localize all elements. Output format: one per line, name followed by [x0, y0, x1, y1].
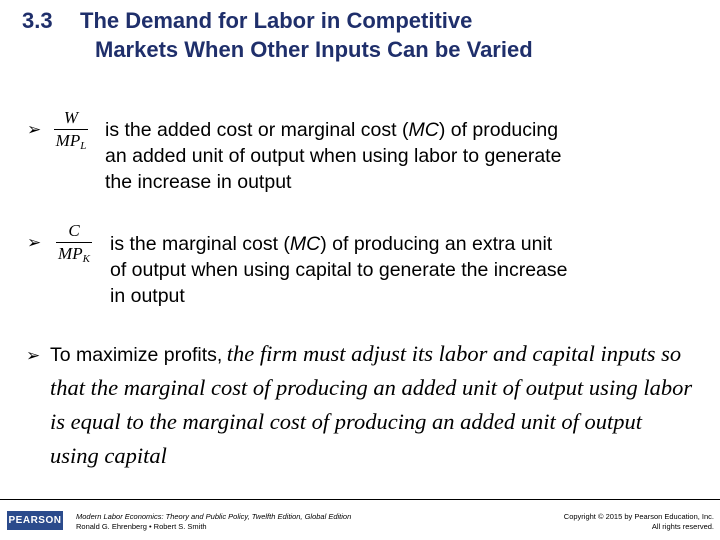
slide-footer — [0, 499, 720, 540]
book-title: Modern Labor Economics: Theory and Public Policy, Twelfth Edition, Global Edition — [76, 512, 352, 521]
fraction-c-over-mpk — [56, 221, 92, 269]
copyright-notice — [564, 512, 714, 532]
subscript: K — [82, 253, 90, 265]
bullet-2-line-1a: is the marginal cost ( — [110, 233, 290, 255]
publisher-logo: PEARSON — [7, 511, 63, 530]
bullet-1-line-1a: is the added cost or marginal cost ( — [105, 119, 409, 141]
bullet-1-text — [105, 117, 561, 195]
bullet-1-line-3: the increase in output — [105, 171, 292, 193]
bullet-3-italic: the firm must adjust its labor and capital inputs so that the marginal cost of producing an added unit of output using labor is equal to the marginal cost of producing an added unit of output using capital — [50, 341, 693, 468]
numerator: W — [63, 108, 79, 127]
arrow-bullet-icon: ➢ — [26, 346, 41, 366]
denominator: MP — [55, 131, 81, 150]
bullet-1-mc: MC — [408, 119, 439, 141]
denominator: MP — [58, 244, 83, 263]
bullet-2-line-3: in output — [110, 285, 185, 307]
book-authors: Ronald G. Ehrenberg • Robert S. Smith — [76, 522, 207, 531]
subscript: L — [80, 140, 87, 152]
bullet-2-line-1b: ) of producing an extra unit — [320, 233, 553, 255]
numerator: C — [68, 221, 80, 240]
arrow-bullet-icon: ➢ — [27, 233, 42, 253]
slide-title — [22, 6, 533, 64]
rights-line: All rights reserved. — [651, 522, 714, 531]
title-line-2: Markets When Other Inputs Can be Varied — [95, 37, 533, 62]
bullet-3 — [26, 338, 696, 474]
bullet-3-lead: To maximize profits, — [50, 344, 223, 366]
copyright-line: Copyright © 2015 by Pearson Education, Inc. — [563, 512, 714, 521]
section-number: 3.3 — [22, 8, 53, 33]
fraction-w-over-mpl — [54, 108, 88, 156]
bullet-2-line-2: of output when using capital to generate the increase — [110, 259, 568, 281]
bullet-2-mc: MC — [289, 233, 321, 255]
book-citation — [76, 512, 351, 532]
bullet-2-text — [110, 231, 567, 309]
bullet-1-line-1b: ) of producing — [438, 119, 559, 141]
title-line-1: The Demand for Labor in Competitive — [80, 8, 473, 33]
bullet-1-line-2: an added unit of output when using labor to generate — [105, 145, 562, 167]
arrow-bullet-icon: ➢ — [27, 120, 42, 140]
footer-divider — [0, 499, 720, 500]
